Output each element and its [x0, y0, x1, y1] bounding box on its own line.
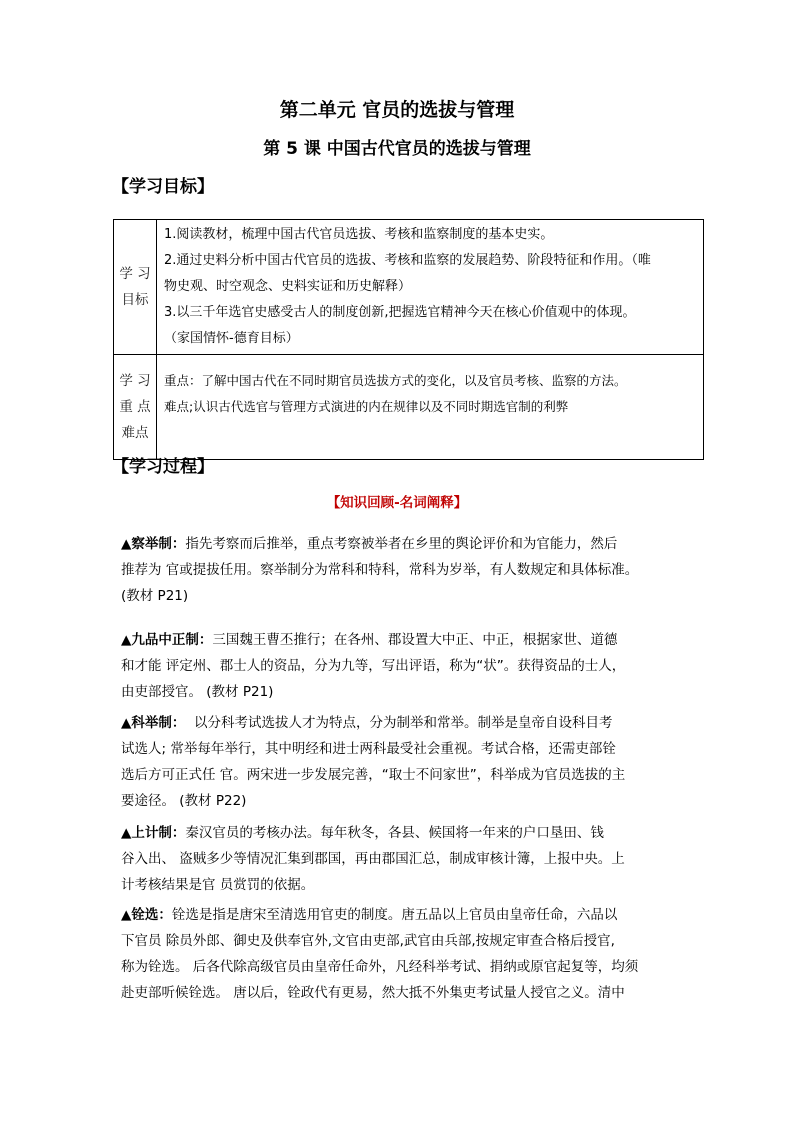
- lesson-title: 第 5 课 中国古代官员的选拔与管理: [263, 139, 531, 159]
- paragraph-line: [121, 902, 681, 928]
- paragraph-line: 计考核结果是官 员赏罚的依据。: [121, 877, 315, 893]
- term-paragraph-chajuzhi: [121, 531, 681, 609]
- term-text: 秦汉官员的考核办法。每年秋冬，各县、候国将一年来的户口垦田、钱: [185, 825, 604, 841]
- objective-line: 3.以三千年选官史感受古人的制度创新,把握选官精神今天在核心价值观中的体现。: [164, 305, 636, 320]
- paragraph-line: 下官员 除员外郎、御史及供奉官外,文官由吏部,武官由兵部,按规定审查合格后授官,: [121, 933, 615, 949]
- section-heading-process: 【学习过程】: [112, 457, 214, 477]
- objectives-label-line: 目标: [121, 292, 149, 308]
- term-paragraph-jiupinzhongzheng: [121, 627, 681, 705]
- objectives-table: [113, 219, 704, 460]
- paragraph-line: 和才能 评定州、郡士人的资品，分为九等，写出评语，称为“状”。获得资品的士人，: [121, 658, 626, 674]
- paragraph-line: 称为铨选。 后各代除高级官员由皇帝任命外，凡经科举考试、捐纳或原官起复等，均须: [121, 959, 639, 975]
- key-points-label-line: 难点: [121, 425, 149, 441]
- difficulty-line: 难点;认识古代选官与管理方式演进的内在规律以及不同时期选官制的利弊: [164, 399, 569, 414]
- paragraph-line: 试选人; 常举每年举行，其中明经和进士两科最受社会重视。考试合格，还需吏部铨: [121, 741, 616, 757]
- paragraph-line: [121, 710, 681, 736]
- paragraph-line: [121, 531, 681, 557]
- paragraph-line: [121, 820, 681, 846]
- key-points-label: [114, 355, 157, 460]
- term-text: 以分科考试选拔人才为特点，分为制举和常举。制举是皇帝自设科目考: [185, 715, 613, 731]
- term-text: 铨选是指是唐宋至清选用官吏的制度。唐五品以上官员由皇帝任命，六品以: [171, 907, 618, 923]
- term-paragraph-shangji: [121, 820, 681, 898]
- paragraph-line: [121, 627, 681, 653]
- paragraph-line: 要途径。 (教材 P22): [121, 793, 247, 809]
- term-text: 三国魏王曹丕推行；在各州、郡设置大中正、中正，根据家世、道德: [212, 632, 618, 648]
- paragraph-line: 谷入出、 盗贼多少等情况汇集到郡国，再由郡国汇总，制成审核计簿，上报中央。上: [121, 851, 625, 867]
- objective-line: 2.通过史料分析中国古代官员的选拔、考核和监察的发展趋势、阶段特征和作用。（唯: [164, 253, 651, 268]
- paragraph-line: 选后方可正式任 官。两宋进一步发展完善，“取士不问家世”，科举成为官员选拔的主: [121, 767, 626, 783]
- section-heading-objectives: 【学习目标】: [112, 177, 214, 197]
- term-label: ▲上计制：: [121, 825, 186, 841]
- term-label: ▲察举制：: [121, 536, 186, 552]
- term-paragraph-quanxuan: [121, 902, 681, 1006]
- term-label: ▲铨选：: [121, 907, 172, 923]
- objectives-label: [114, 220, 157, 355]
- key-point-line: 重点：了解中国古代在不同时期官员选拔方式的变化，以及官员考核、监察的方法。: [164, 373, 627, 388]
- term-paragraph-keju: [121, 710, 681, 814]
- key-points-label-line: 学 习: [119, 373, 151, 389]
- key-points-content: [157, 355, 704, 460]
- objectives-label-line: 学 习: [119, 266, 151, 282]
- unit-title: 第二单元 官员的选拔与管理: [279, 99, 515, 121]
- term-text: 指先考察而后推举，重点考察被举者在乡里的舆论评价和为官能力，然后: [185, 536, 618, 552]
- objectives-content: [157, 220, 704, 355]
- term-label: ▲九品中正制：: [121, 632, 213, 648]
- objective-line: 物史观、时空观念、史料实证和历史解释）: [164, 279, 412, 294]
- paragraph-line: 由吏部授官。 (教材 P21): [121, 684, 274, 700]
- paragraph-line: 推荐为 官或提拔任用。察举制分为常科和特科，常科为岁举，有人数规定和具体标准。: [121, 562, 639, 578]
- paragraph-line: 赴吏部听候铨选。 唐以后，铨政代有更易，然大抵不外集吏考试量人授官之义。清中: [121, 985, 625, 1001]
- key-points-row: [114, 355, 704, 460]
- key-points-label-line: 重 点: [119, 399, 151, 415]
- paragraph-line: (教材 P21): [121, 588, 189, 604]
- objective-line: 1.阅读教材，梳理中国古代官员选拔、考核和监察制度的基本史实。: [164, 227, 554, 242]
- term-label: ▲科举制：: [121, 715, 186, 731]
- objective-line: （家国情怀-德育目标）: [164, 331, 299, 346]
- objectives-row: [114, 220, 704, 355]
- review-heading: 【知识回顾-名词阐释】: [326, 495, 468, 511]
